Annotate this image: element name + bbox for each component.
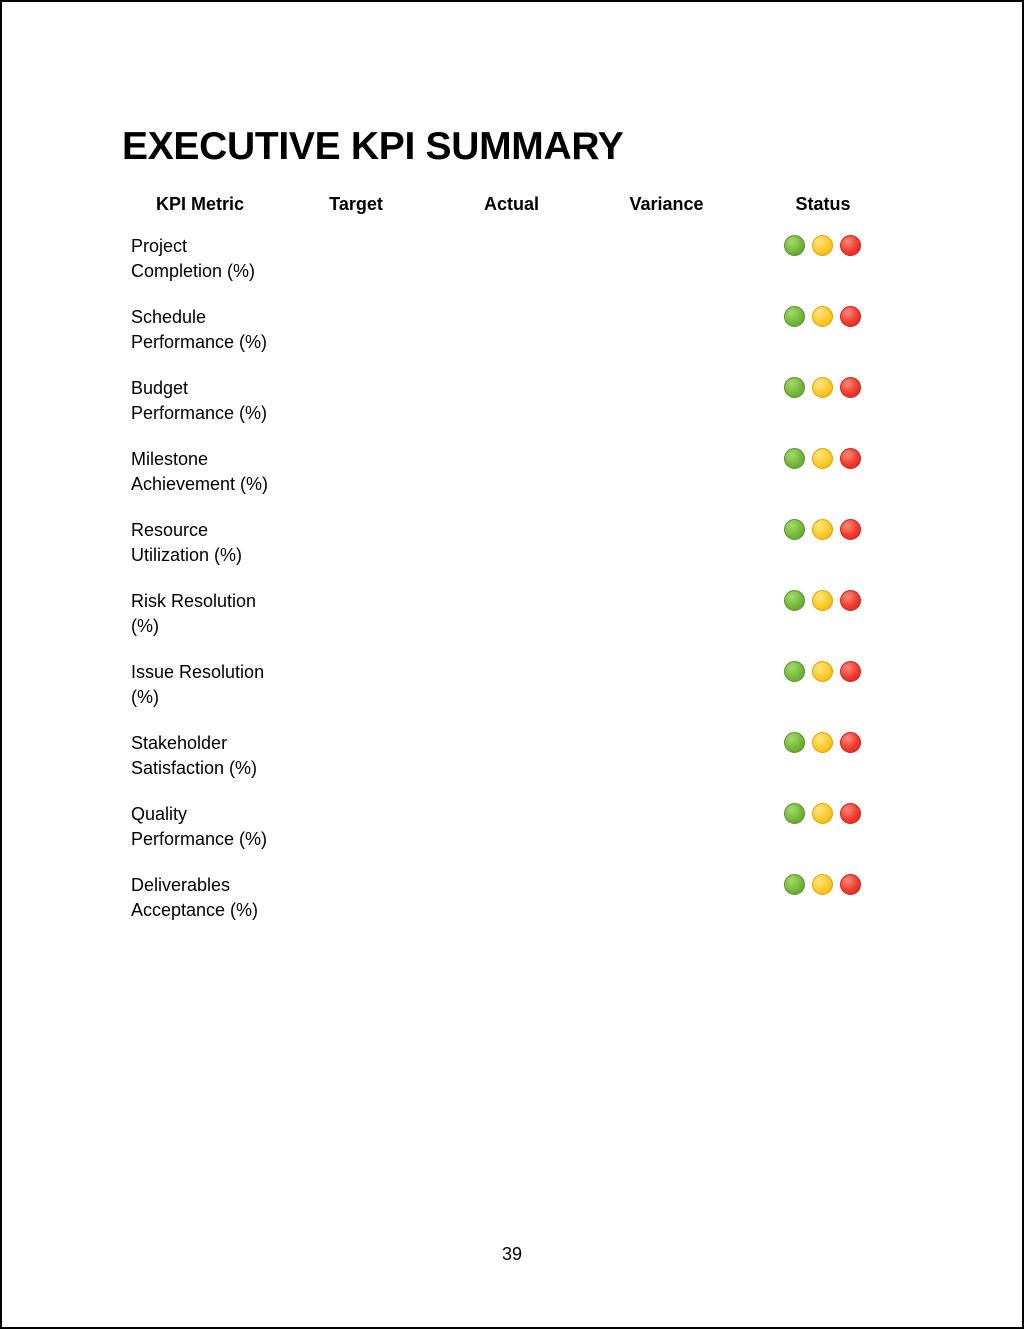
red-status-icon [840, 661, 861, 682]
actual-cell [434, 719, 589, 790]
target-cell [278, 435, 434, 506]
kpi-metric-cell: Schedule Performance (%) [131, 307, 268, 352]
yellow-status-icon [812, 448, 833, 469]
yellow-status-icon [812, 306, 833, 327]
variance-cell [589, 435, 744, 506]
yellow-status-icon [812, 235, 833, 256]
actual-cell [434, 506, 589, 577]
yellow-status-icon [812, 874, 833, 895]
target-cell [278, 790, 434, 861]
status-cell [744, 364, 902, 435]
actual-cell [434, 220, 589, 293]
kpi-metric-cell: Budget Performance (%) [131, 378, 268, 423]
table-row [122, 719, 902, 790]
variance-cell [589, 719, 744, 790]
traffic-light-indicator [784, 661, 861, 682]
actual-cell [434, 577, 589, 648]
kpi-metric-cell: Issue Resolution (%) [131, 662, 265, 707]
traffic-light-indicator [784, 306, 861, 327]
status-cell [744, 861, 902, 932]
yellow-status-icon [812, 803, 833, 824]
yellow-status-icon [812, 732, 833, 753]
kpi-metric-cell: Resource Utilization (%) [131, 520, 243, 565]
red-status-icon [840, 803, 861, 824]
target-cell [278, 220, 434, 293]
kpi-metric-cell: Stakeholder Satisfaction (%) [131, 733, 258, 778]
yellow-status-icon [812, 377, 833, 398]
traffic-light-indicator [784, 874, 861, 895]
status-cell [744, 293, 902, 364]
actual-cell [434, 364, 589, 435]
actual-cell [434, 861, 589, 932]
table-row [122, 506, 902, 577]
header-actual: Actual [483, 193, 539, 214]
traffic-light-indicator [784, 732, 861, 753]
green-status-icon [784, 306, 805, 327]
red-status-icon [840, 306, 861, 327]
variance-cell [589, 506, 744, 577]
table-row [122, 861, 902, 932]
variance-cell [589, 364, 744, 435]
kpi-metric-cell: Quality Performance (%) [131, 804, 268, 849]
traffic-light-indicator [784, 590, 861, 611]
red-status-icon [840, 235, 861, 256]
red-status-icon [840, 590, 861, 611]
traffic-light-indicator [784, 235, 861, 256]
variance-cell [589, 790, 744, 861]
header-target: Target [329, 193, 383, 214]
table-row [122, 220, 902, 293]
table-row [122, 577, 902, 648]
actual-cell [434, 648, 589, 719]
kpi-metric-cell: Project Completion (%) [131, 236, 256, 281]
status-cell [744, 648, 902, 719]
target-cell [278, 293, 434, 364]
green-status-icon [784, 732, 805, 753]
actual-cell [434, 435, 589, 506]
traffic-light-indicator [784, 803, 861, 824]
variance-cell [589, 293, 744, 364]
table-body [122, 220, 902, 932]
status-cell [744, 719, 902, 790]
variance-cell [589, 648, 744, 719]
green-status-icon [784, 803, 805, 824]
table-row [122, 364, 902, 435]
green-status-icon [784, 661, 805, 682]
variance-cell [589, 577, 744, 648]
actual-cell [434, 790, 589, 861]
red-status-icon [840, 732, 861, 753]
target-cell [278, 648, 434, 719]
yellow-status-icon [812, 661, 833, 682]
green-status-icon [784, 590, 805, 611]
page-number: 39 [501, 1244, 523, 1264]
variance-cell [589, 220, 744, 293]
traffic-light-indicator [784, 448, 861, 469]
page-title: EXECUTIVE KPI SUMMARY [122, 125, 624, 168]
yellow-status-icon [812, 519, 833, 540]
green-status-icon [784, 874, 805, 895]
red-status-icon [840, 377, 861, 398]
kpi-summary-table [122, 188, 902, 932]
table-row [122, 648, 902, 719]
table-row [122, 790, 902, 861]
red-status-icon [840, 874, 861, 895]
green-status-icon [784, 377, 805, 398]
green-status-icon [784, 235, 805, 256]
table-header-row [122, 188, 902, 220]
green-status-icon [784, 519, 805, 540]
status-cell [744, 435, 902, 506]
actual-cell [434, 293, 589, 364]
red-status-icon [840, 448, 861, 469]
target-cell [278, 364, 434, 435]
red-status-icon [840, 519, 861, 540]
header-variance: Variance [629, 193, 704, 214]
target-cell [278, 577, 434, 648]
table-row [122, 435, 902, 506]
status-cell [744, 220, 902, 293]
kpi-metric-cell: Risk Resolution (%) [131, 591, 257, 636]
variance-cell [589, 861, 744, 932]
traffic-light-indicator [784, 519, 861, 540]
traffic-light-indicator [784, 377, 861, 398]
target-cell [278, 506, 434, 577]
green-status-icon [784, 448, 805, 469]
status-cell [744, 577, 902, 648]
target-cell [278, 719, 434, 790]
status-cell [744, 790, 902, 861]
kpi-metric-cell: Deliverables Acceptance (%) [131, 875, 259, 920]
table-row [122, 293, 902, 364]
header-status: Status [795, 193, 851, 214]
target-cell [278, 861, 434, 932]
kpi-metric-cell: Milestone Achievement (%) [131, 449, 269, 494]
yellow-status-icon [812, 590, 833, 611]
header-kpi-metric: KPI Metric [155, 193, 245, 214]
status-cell [744, 506, 902, 577]
